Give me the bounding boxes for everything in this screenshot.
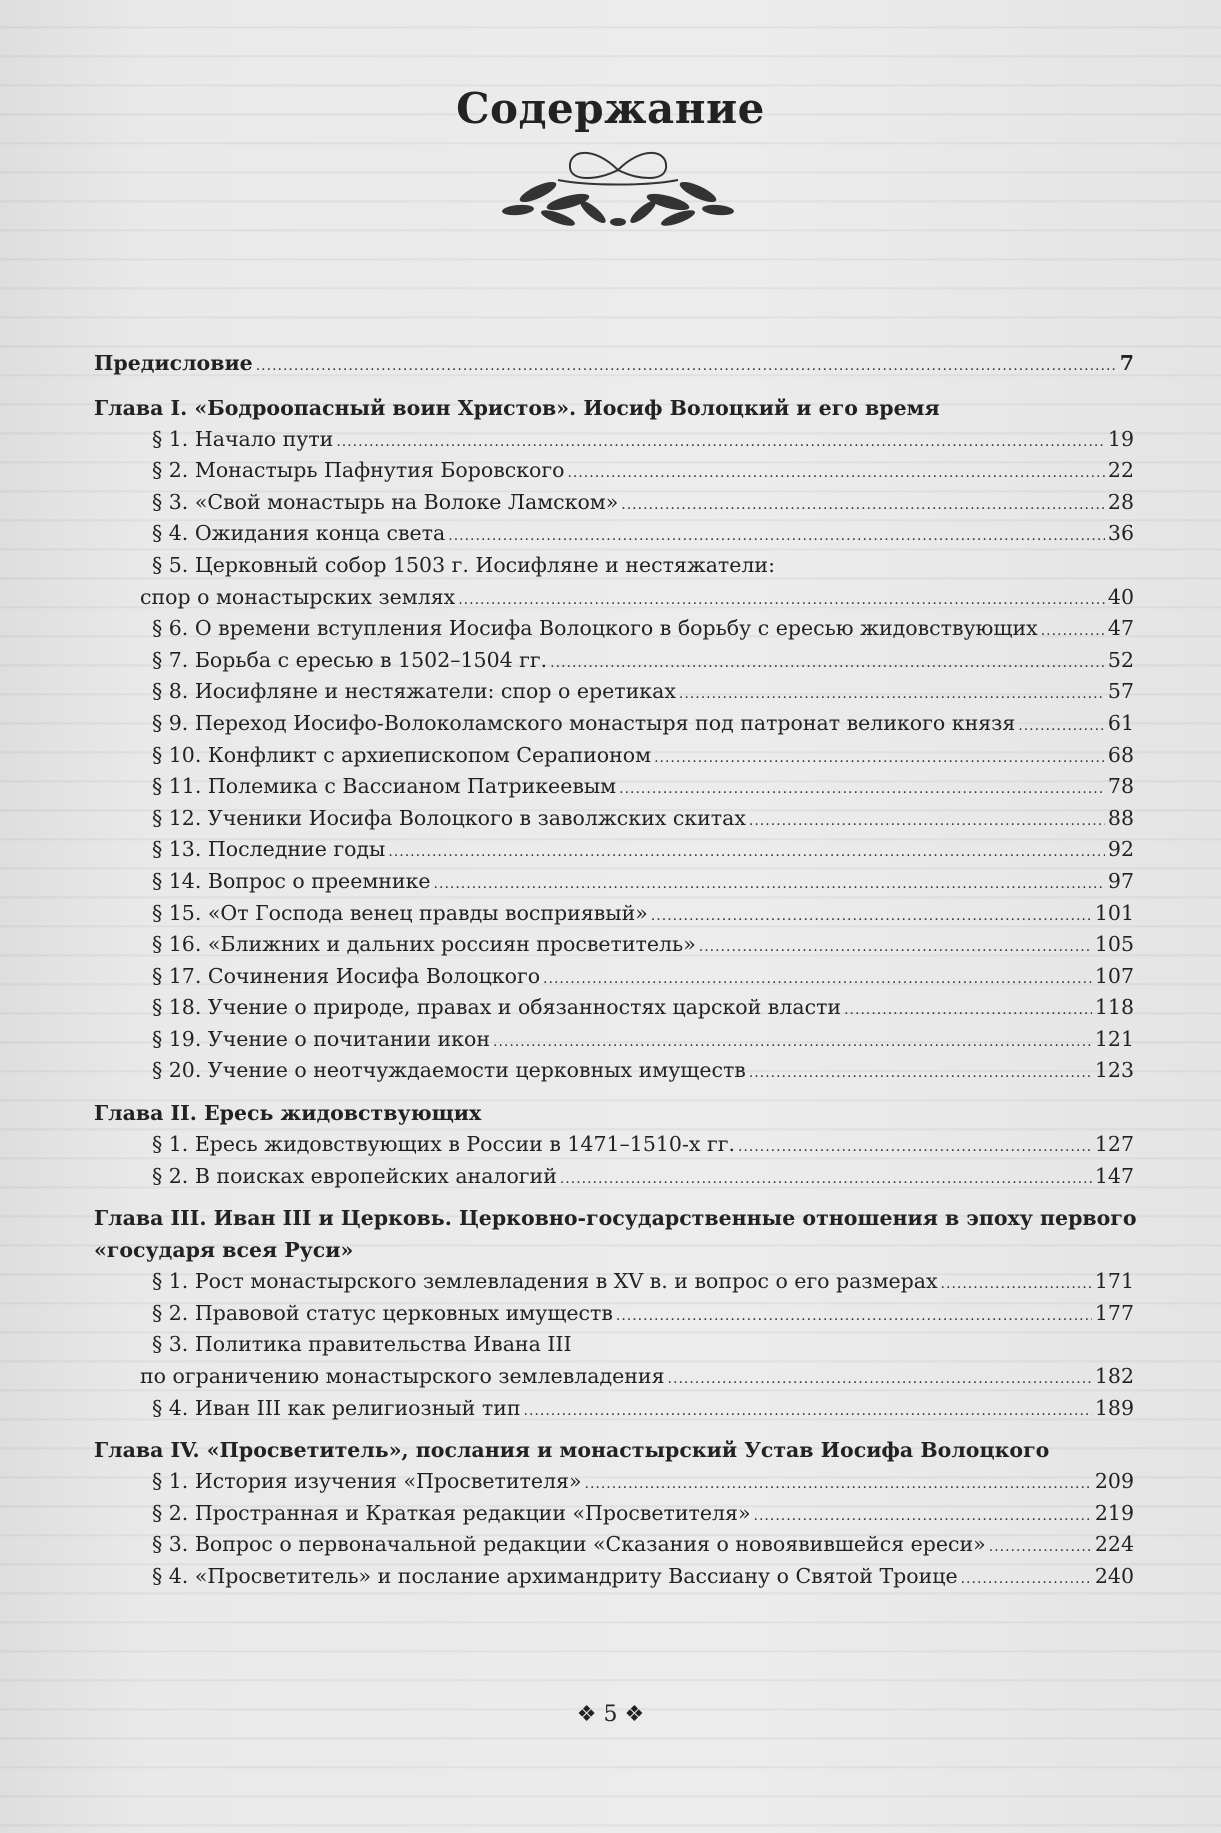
- toc-entry[interactable]: § 4. Иван III как религиозный тип ..... 189: [94, 1393, 1134, 1425]
- dot-leader: [654, 743, 1105, 775]
- toc-entry[interactable]: § 8. Иосифляне и нестяжатели: спор о еретиках ..... 57: [94, 676, 1134, 708]
- toc-entry[interactable]: § 17. Сочинения Иосифа Волоцкого ..... 107: [94, 961, 1134, 993]
- toc-entry[interactable]: § 12. Ученики Иосифа Волоцкого в заволжских скитах ..... 88: [94, 803, 1134, 835]
- dot-leader: [458, 585, 1105, 617]
- right-ornament-icon: ❖: [617, 1702, 645, 1727]
- toc-entry-continuation[interactable]: спор о монастырских землях ..... 40: [94, 582, 1134, 614]
- dot-leader: [749, 1058, 1092, 1090]
- dot-leader: [448, 521, 1105, 553]
- dot-leader: [585, 1469, 1092, 1501]
- chapter-heading: Глава IV. «Просветитель», послания и монастырский Устав Иосифа Волоцкого: [94, 1438, 1050, 1463]
- dot-leader: [754, 1501, 1092, 1533]
- dot-leader: [524, 1396, 1092, 1428]
- page-number: ❖ 5 ❖: [576, 1702, 645, 1727]
- toc-entry[interactable]: § 3. «Свой монастырь на Волоке Ламском» ..... 28: [94, 487, 1134, 519]
- dot-leader: [844, 995, 1092, 1027]
- dot-leader: [256, 351, 1117, 383]
- chapter-heading: Глава III. Иван III и Церковь. Церковно-государственные отношения в эпоху первого: [94, 1206, 1137, 1231]
- toc-entry[interactable]: § 11. Полемика с Вассианом Патрикеевым ..... 78: [94, 771, 1134, 803]
- dot-leader: [388, 837, 1105, 869]
- toc-entry[interactable]: § 13. Последние годы ..... 92: [94, 834, 1134, 866]
- toc-entry[interactable]: § 2. Монастырь Пафнутия Боровского ..... 22: [94, 455, 1134, 487]
- toc-entry[interactable]: § 19. Учение о почитании икон ..... 121: [94, 1024, 1134, 1056]
- left-ornament-icon: ❖: [576, 1702, 604, 1727]
- toc-entry[interactable]: § 9. Переход Иосифо-Волоколамского монастыря под патронат великого князя ..... 61: [94, 708, 1134, 740]
- dot-leader: [621, 490, 1105, 522]
- dot-leader: [961, 1564, 1092, 1596]
- toc-entry-first-line[interactable]: § 5. Церковный собор 1503 г. Иосифляне и нестяжатели:: [152, 552, 775, 577]
- dot-leader: [668, 1364, 1092, 1396]
- chapter-heading-line2: «государя всея Руси»: [94, 1238, 354, 1263]
- toc-entry[interactable]: § 18. Учение о природе, правах и обязанностях царской власти ..... 118: [94, 992, 1134, 1024]
- dot-leader: [699, 932, 1092, 964]
- dot-leader: [434, 869, 1105, 901]
- toc-entry[interactable]: § 4. «Просветитель» и послание архимандриту Вассиану о Святой Троице ..... 240: [94, 1561, 1134, 1593]
- dot-leader: [543, 964, 1092, 996]
- toc-entry[interactable]: § 1. История изучения «Просветителя» ..... 209: [94, 1466, 1134, 1498]
- toc-entry[interactable]: § 1. Рост монастырского землевладения в XV в. и вопрос о его размерах ..... 171: [94, 1266, 1134, 1298]
- dot-leader: [1018, 711, 1105, 743]
- toc-entry[interactable]: § 14. Вопрос о преемнике ..... 97: [94, 866, 1134, 898]
- dot-leader: [550, 648, 1105, 680]
- toc-entry[interactable]: § 10. Конфликт с архиепископом Серапионом ..... 68: [94, 740, 1134, 772]
- dot-leader: [567, 458, 1104, 490]
- dot-leader: [679, 679, 1105, 711]
- toc-entry-continuation[interactable]: по ограничению монастырского землевладения ..... 182: [94, 1361, 1134, 1393]
- dot-leader: [493, 1027, 1092, 1059]
- floral-ornament-icon: [498, 140, 738, 240]
- toc-entry-first-line[interactable]: § 3. Политика правительства Ивана III: [152, 1332, 572, 1357]
- toc-entry[interactable]: § 1. Ересь жидовствующих в России в 1471–1510-х гг. ..... 127: [94, 1129, 1134, 1161]
- dot-leader: [738, 1132, 1092, 1164]
- toc-entry[interactable]: § 7. Борьба с ересью в 1502–1504 гг. ..... 52: [94, 645, 1134, 677]
- toc-entry[interactable]: § 2. Правовой статус церковных имуществ ..... 177: [94, 1298, 1134, 1330]
- page-title: Содержание: [456, 84, 765, 133]
- dot-leader: [616, 1301, 1092, 1333]
- toc-entry[interactable]: § 2. Пространная и Краткая редакции «Просветителя» ..... 219: [94, 1498, 1134, 1530]
- dot-leader: [1041, 616, 1105, 648]
- toc-entry[interactable]: § 3. Вопрос о первоначальной редакции «Сказания о новоявившейся ереси» ..... 224: [94, 1529, 1134, 1561]
- toc-entry[interactable]: § 20. Учение о неотчуждаемости церковных имуществ ..... 123: [94, 1055, 1134, 1087]
- dot-leader: [989, 1532, 1092, 1564]
- dot-leader: [336, 427, 1105, 459]
- toc-entry[interactable]: § 2. В поисках европейских аналогий ..... 147: [94, 1161, 1134, 1193]
- toc-entry[interactable]: § 15. «От Господа венец правды восприявый» ..... 101: [94, 898, 1134, 930]
- toc-entry[interactable]: § 1. Начало пути ..... 19: [94, 424, 1134, 456]
- chapter-heading: Глава II. Ересь жидовствующих: [94, 1101, 482, 1126]
- toc-entry[interactable]: § 16. «Ближних и дальних россиян просветитель» ..... 105: [94, 929, 1134, 961]
- toc-entry[interactable]: § 4. Ожидания конца света ..... 36: [94, 518, 1134, 550]
- dot-leader: [619, 774, 1105, 806]
- table-of-contents: [94, 348, 1137, 1593]
- dot-leader: [749, 806, 1105, 838]
- toc-entry-preface[interactable]: Предисловие ..... 7: [94, 348, 1134, 380]
- dot-leader: [651, 901, 1092, 933]
- dot-leader: [560, 1164, 1092, 1196]
- dot-leader: [941, 1269, 1092, 1301]
- toc-entry[interactable]: § 6. О времени вступления Иосифа Волоцкого в борьбу с ересью жидовствующих ..... 47: [94, 613, 1134, 645]
- chapter-heading: Глава I. «Бодроопасный воин Христов». Иосиф Волоцкий и его время: [94, 395, 940, 420]
